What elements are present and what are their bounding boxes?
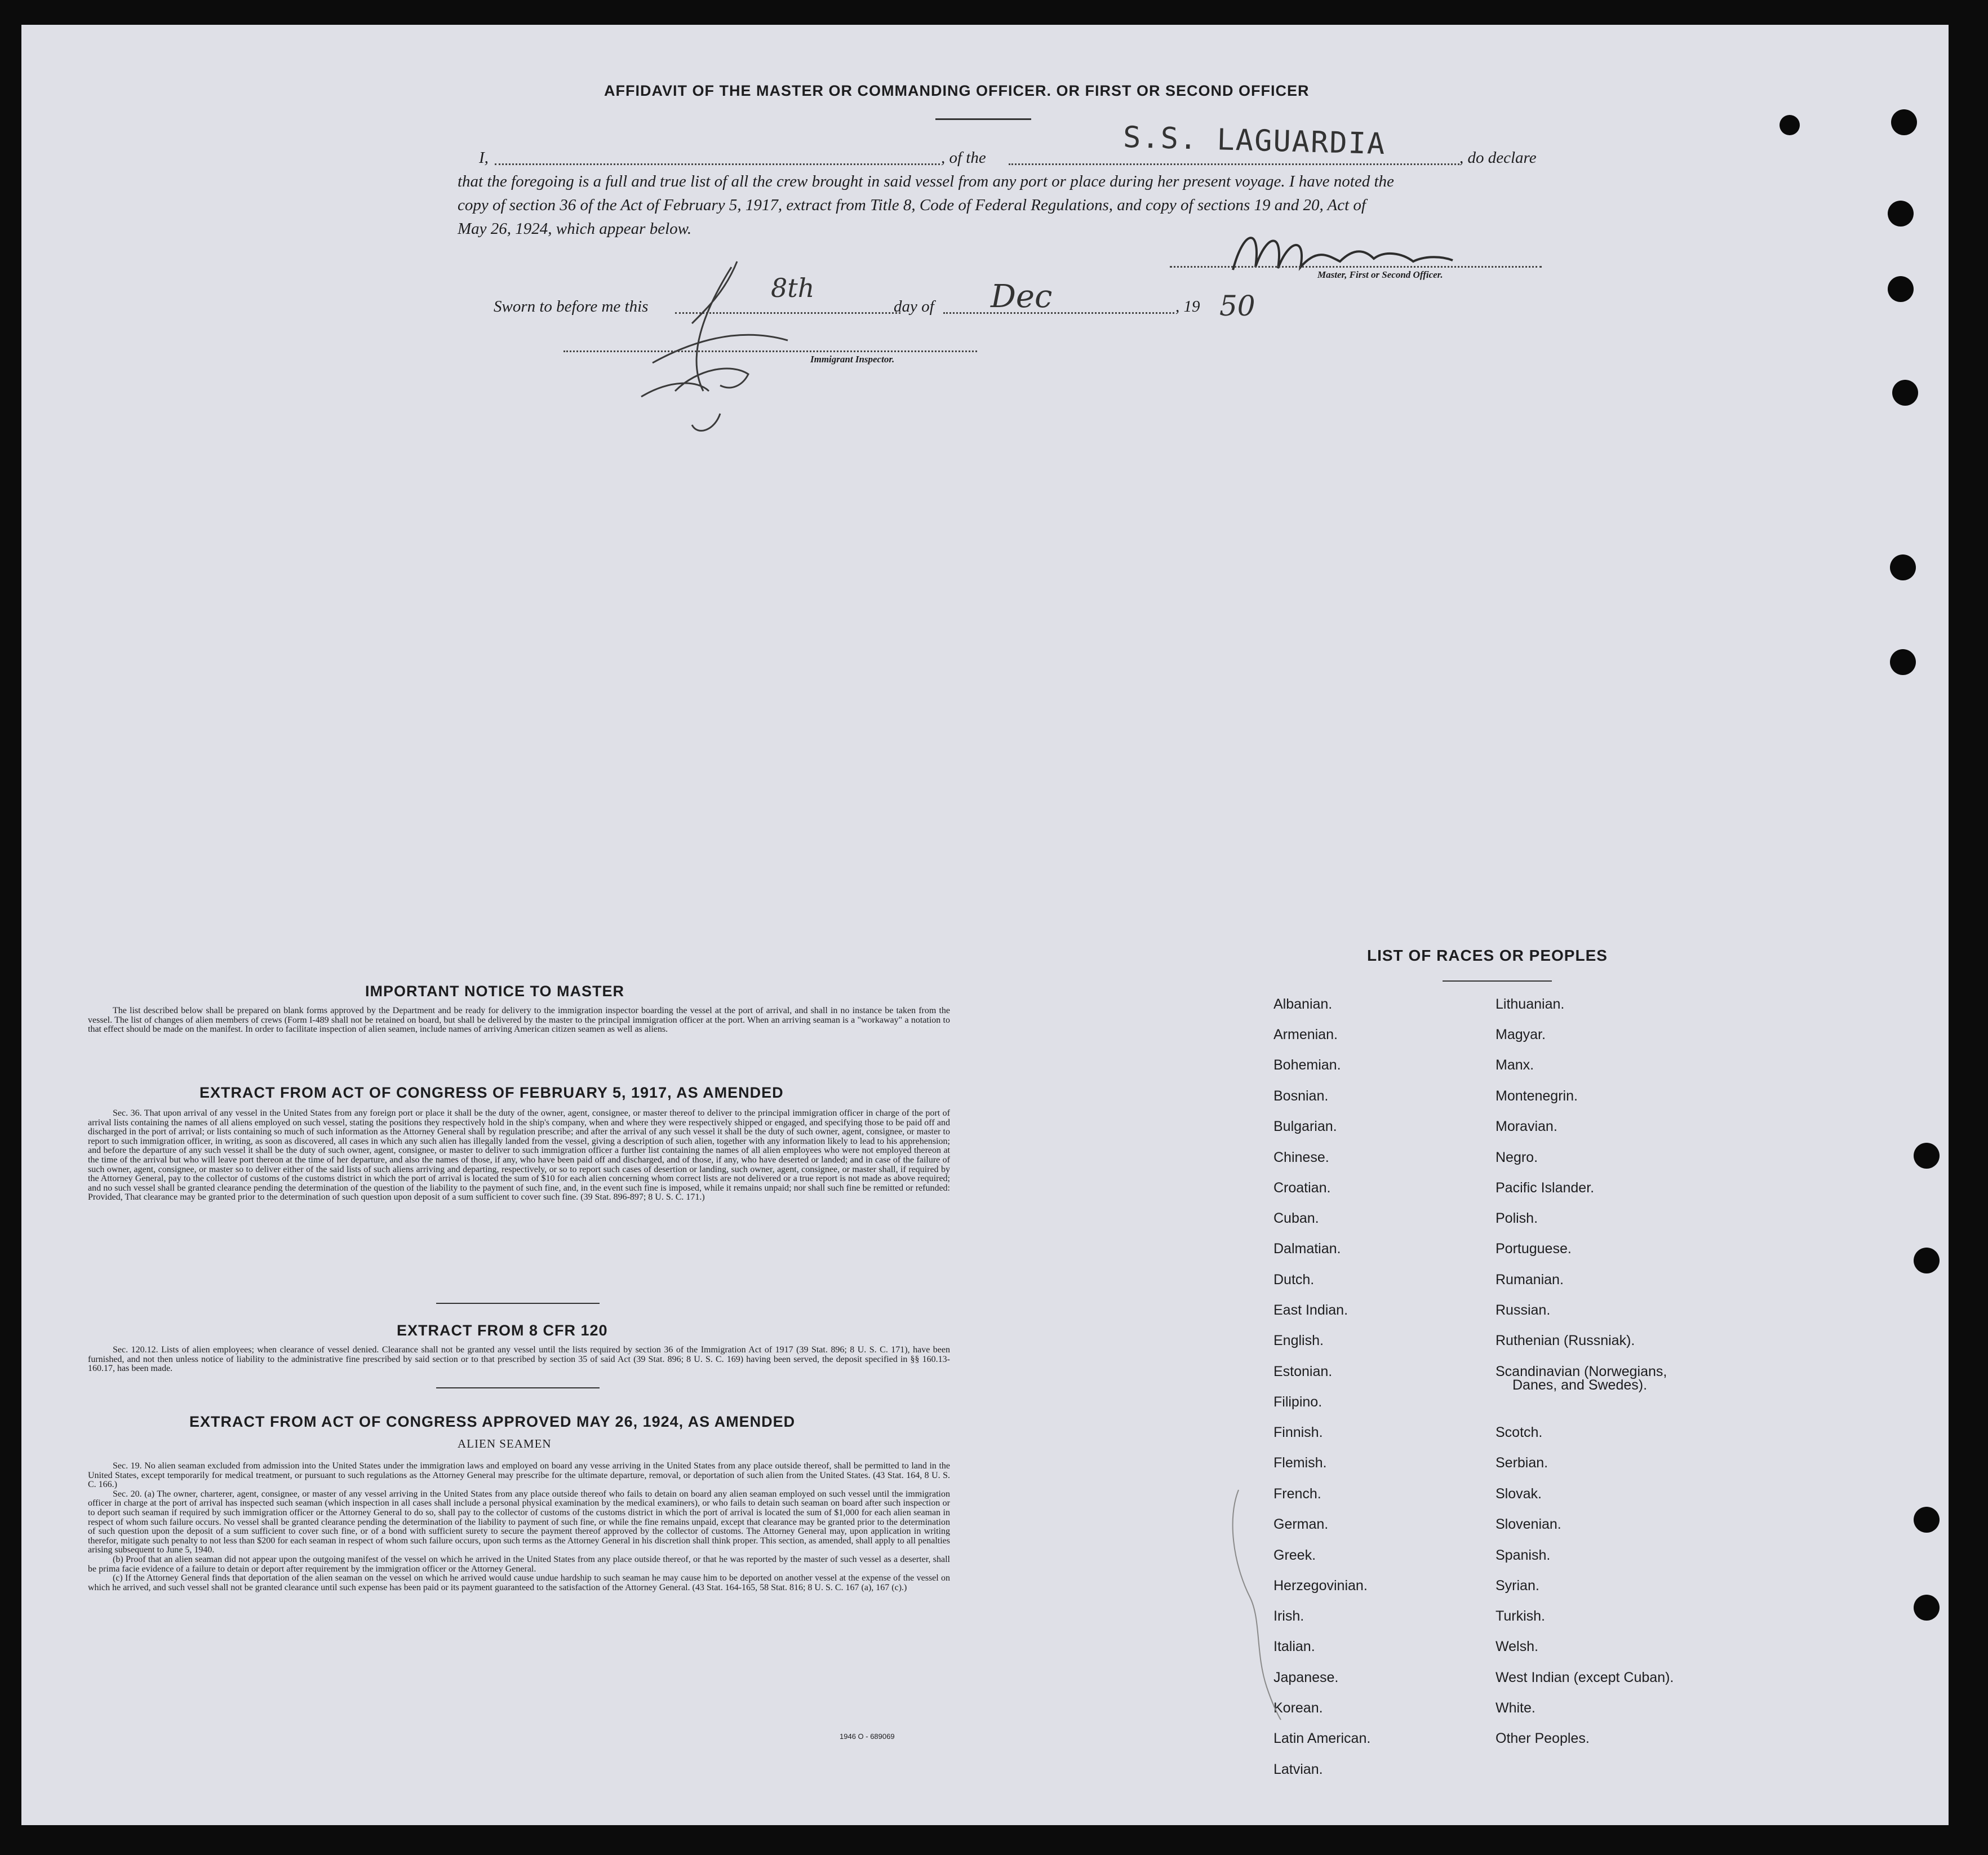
race-item: Bohemian.: [1273, 1057, 1341, 1073]
race-item: English.: [1273, 1333, 1324, 1348]
punch-hole: [1891, 109, 1917, 135]
race-item: Estonian.: [1273, 1364, 1333, 1379]
punch-hole: [1888, 276, 1914, 302]
extract-1924-title: EXTRACT FROM ACT OF CONGRESS APPROVED MAY 26, 1924, AS AMENDED: [189, 1413, 796, 1430]
race-item: Syrian.: [1496, 1578, 1539, 1594]
handwritten-day: 8th: [771, 273, 815, 303]
race-item: Irish.: [1273, 1608, 1304, 1624]
race-item: Pacific Islander.: [1496, 1180, 1595, 1196]
extract-1917-body: Sec. 36. That upon arrival of any vessel in the United States from any foreign port or place it shall be the duty of the owner, agent, consignee, or master thereof to deliver to the principal immigration officer in charge of the port of arrival lists containing the names of all aliens employed on such vessel, stating the positions they respectively hold in the ship's company, when and where they were respectively shipped or engaged, and specifying those to be paid off and discharged in the port of arrival; or lists containing so much of such information as the Attorney General shall by regulation prescribe; and after the arrival of any such vessel it shall be the duty of such owner, agent, consignee, or master to report to such immigration officer, in writing, as soon as discovered, all cases in which any such alien has illegally landed from the vessel, giving a description of such alien, together with any information likely to lead to his apprehension; and before the departure of any such vessel it shall be the duty of such owner, agent, consignee, or master to deliver to such immigration officer a further list containing the names of all alien employees who were not employed thereon at the time of the arrival but who will leave port thereon at the time of her departure, and also the names of those, if any, who have been paid off and discharged, and of those, if any, who have deserted or landed; and in case of the failure of such owner, agent, consignee, or master so to deliver either of the said lists of such aliens arriving and departing, respectively, or so to report such cases of desertion or landing, such owner, agent, consignee, or master shall, if required by the Attorney General, pay to the collector of customs of the customs district in which the port of arrival is located the sum of $10 for each alien concerning whom correct lists are not delivered or a true report is not made as above required; and no such vessel shall be granted clearance pending the determination of the question of the liability to the payment of such fine, and, in the event such fine is imposed, while it remains unpaid; nor shall such fine be remitted or refunded: Provided, That clearance may be granted prior to the determination of such question upon deposit of a sum sufficient to cover such fine. (39 Stat. 896-897; 8 U. S. C. 171.): [88, 1108, 950, 1202]
form-sheet: [21, 25, 1949, 1825]
race-item: Dalmatian.: [1273, 1241, 1341, 1257]
punch-hole: [1914, 1507, 1940, 1533]
affidavit-title: AFFIDAVIT OF THE MASTER OR COMMANDING OFFICER. OR FIRST OR SECOND OFFICER: [604, 82, 1310, 99]
race-item: Greek.: [1273, 1547, 1316, 1563]
race-item: Latin American.: [1273, 1730, 1371, 1746]
race-item: Lithuanian.: [1496, 996, 1565, 1012]
punch-hole: [1890, 649, 1916, 675]
race-item: Spanish.: [1496, 1547, 1551, 1563]
race-item: Slovak.: [1496, 1486, 1542, 1502]
section-19: Sec. 19. No alien seaman excluded from admission into the United States under the immigration laws and employed on board any vesse arriving in the United States from any place outside thereof, shall be permitted to land in the United States, except temporarily for medical treatment, or pursuant to such regulations as the Attorney General may prescribe for the ultimate departure, removal, or deportation of such alien from the United States. (43 Stat. 164, 8 U. S. C. 166.): [88, 1461, 950, 1490]
year-prefix: , 19: [1175, 298, 1200, 316]
punch-hole: [1888, 201, 1914, 227]
extract-1924-body: [88, 1462, 950, 1592]
race-item: Finnish.: [1273, 1424, 1323, 1440]
race-item: Armenian.: [1273, 1027, 1338, 1042]
race-item: Manx.: [1496, 1057, 1534, 1073]
vessel-name-stamp: S.S. LAGUARDIA: [1122, 120, 1387, 162]
race-item: White.: [1496, 1700, 1536, 1716]
section-20c: (c) If the Attorney General finds that deportation of the alien seaman on the vessel on which he arrived would cause undue hardship to such seaman he may cause him to be deported on another vessel at the expense of the vessel on which he arrived, and such vessel shall not be granted clearance until such expense has been paid or its payment guaranteed to the satisfaction of the Attorney General. (43 Stat. 164-165, 58 Stat. 816; 8 U. S. C. 167 (a), 167 (c).): [88, 1573, 950, 1592]
punch-hole: [1890, 554, 1916, 580]
handwritten-year: 50: [1219, 290, 1255, 322]
race-item: Negro.: [1496, 1150, 1538, 1165]
declare-suffix: , do declare: [1459, 149, 1537, 167]
race-item: Filipino.: [1273, 1394, 1323, 1410]
race-item: Bosnian.: [1273, 1088, 1329, 1104]
handwritten-month: Dec: [991, 278, 1053, 315]
inspector-caption: Immigrant Inspector.: [810, 354, 895, 365]
officer-signature-line: [1170, 266, 1542, 268]
section-20a: Sec. 20. (a) The owner, charterer, agent, consignee, or master of any vessel arriving in the United States from any place outside thereof who fails to detain on board any alien seaman employed on such vessel until the immigration officer in charge at the port of arrival has inspected such seaman (which inspection in all cases shall include a personal physical examination by the medical examiners), or who fails to detain such seaman on board after such inspection or to deport such seaman if required by such immigration officer or the Attorney General to do so, shall pay to the collector of customs of the customs district in which the port of arrival is located the sum of $1,000 for each alien seaman in respect of whom such failure occurs. No vessel shall be granted clearance pending the determination of the liability to payment of such fine, or while the fine remains unpaid, except that clearance may be granted prior to the determination of such question upon the deposit of a sum sufficient to cover such fine, or of a bond with sufficient surety to secure the payment thereof approved by the collector of customs. The Attorney General may, upon application in writing therefor, mitigate such penalty to not less than $200 for each seaman in respect of whom such failure occurs, upon such terms as the Attorney General in his discretion shall think proper. This section, as amended, shall apply to all penalties arising subsequent to June 5, 1940.: [88, 1489, 950, 1555]
race-item: Rumanian.: [1496, 1272, 1564, 1288]
sworn-prefix: Sworn to before me this: [494, 298, 649, 316]
race-item: French.: [1273, 1486, 1321, 1502]
punch-hole: [1892, 380, 1918, 406]
race-item: Italian.: [1273, 1639, 1315, 1654]
day-of-label: day of: [894, 298, 934, 316]
punch-hole: [1914, 1595, 1940, 1621]
race-item: Polish.: [1496, 1210, 1538, 1226]
race-item: Croatian.: [1273, 1180, 1331, 1196]
inspector-signature: [619, 245, 855, 447]
race-item: Latvian.: [1273, 1761, 1323, 1777]
race-item: Slovenian.: [1496, 1516, 1561, 1532]
vessel-blank: [1009, 163, 1459, 165]
race-item: Japanese.: [1273, 1670, 1339, 1685]
pen-mark: [1222, 1484, 1289, 1721]
cfr-rule: [436, 1303, 600, 1304]
race-item: Dutch.: [1273, 1272, 1315, 1288]
race-item: Flemish.: [1273, 1455, 1327, 1471]
race-item: Moravian.: [1496, 1119, 1557, 1134]
of-the-label: , of the: [941, 149, 986, 167]
alien-seamen-subtitle: ALIEN SEAMEN: [458, 1437, 552, 1450]
race-item: Russian.: [1496, 1302, 1551, 1318]
notice-title: IMPORTANT NOTICE TO MASTER: [365, 983, 624, 1000]
race-item: Welsh.: [1496, 1639, 1538, 1654]
races-title: LIST OF RACES OR PEOPLES: [1367, 947, 1608, 964]
extract-1917-title: EXTRACT FROM ACT OF CONGRESS OF FEBRUARY 5, 1917, AS AMENDED: [199, 1084, 784, 1101]
declaration-line-4: May 26, 1924, which appear below.: [458, 220, 692, 238]
race-item: Other Peoples.: [1496, 1730, 1590, 1746]
notice-body: The list described below shall be prepared on blank forms approved by the Department and be ready for delivery to the immigration inspector boarding the vessel at the port of arrival, and shall in no instance be taken from the vessel. The list of changes of alien members of crews (Form I-489 shall not be retained on board, but shall be delivered by the master to the principal immigration officer at the port. When an arriving seaman is a "workaway" a notation to that effect should be made on the manifest. In order to facilitate inspection of alien seamen, include names of arriving American citizen seamen as well as aliens.: [88, 1006, 950, 1035]
race-item: Scandinavian (Norwegians,: [1496, 1364, 1667, 1379]
race-item: Turkish.: [1496, 1608, 1545, 1624]
race-item: Cuban.: [1273, 1210, 1319, 1226]
declaration-line-2: that the foregoing is a full and true list of all the crew brought in said vessel from any port or place during her present voyage. I have noted the: [458, 172, 1394, 190]
section-20b: (b) Proof that an alien seaman did not appear upon the outgoing manifest of the vessel on which he arrived in the United States from any place outside thereof, or that he was reported by the master of such vessel as a deserter, shall be prima facie evidence of a failure to detain or deport after requirement by the immigration officer or the Attorney General.: [88, 1554, 950, 1574]
race-item: German.: [1273, 1516, 1329, 1532]
race-item: Montenegrin.: [1496, 1088, 1578, 1104]
race-item: Ruthenian (Russniak).: [1496, 1333, 1635, 1348]
inspector-signature-line: [563, 350, 977, 352]
race-item: Portuguese.: [1496, 1241, 1572, 1257]
race-item: West Indian (except Cuban).: [1496, 1670, 1674, 1685]
punch-hole: [1914, 1248, 1940, 1273]
extract-cfr-title: EXTRACT FROM 8 CFR 120: [397, 1322, 608, 1339]
race-item: Serbian.: [1496, 1455, 1548, 1471]
race-item: Albanian.: [1273, 996, 1333, 1012]
race-item: Bulgarian.: [1273, 1119, 1337, 1134]
declaration-line-3: copy of section 36 of the Act of February 5, 1917, extract from Title 8, Code of Federal Regulations, and copy of sections 19 and 20, Act of: [458, 196, 1366, 214]
races-rule: [1443, 980, 1552, 982]
race-item: East Indian.: [1273, 1302, 1348, 1318]
punch-hole: [1914, 1143, 1940, 1169]
officer-caption: Master, First or Second Officer.: [1317, 269, 1443, 280]
extract-cfr-body: Sec. 120.12. Lists of alien employees; when clearance of vessel denied. Clearance shall not be granted any vessel until the lists required by section 36 of the Immigration Act of 1917 (39 Stat. 896; 8 U. S. C. 171), have been furnished, and not then unless notice of liability to the administrative fine prescribed by said section or to that prescribed by section 35 of said Act (39 Stat. 896; 8 U. S. C. 169) having been served, the deposit specified in §§ 160.13-160.17, has been made.: [88, 1345, 950, 1374]
race-item: Chinese.: [1273, 1150, 1329, 1165]
act-1924-rule: [436, 1387, 600, 1388]
punch-hole: [1780, 115, 1800, 135]
declarant-name-blank: [495, 163, 940, 165]
race-item: Magyar.: [1496, 1027, 1546, 1042]
sworn-month-blank: [943, 312, 1174, 314]
race-item: Herzegovinian.: [1273, 1578, 1368, 1594]
race-item: Danes, and Swedes).: [1512, 1377, 1648, 1393]
declarant-prefix: I,: [479, 149, 489, 167]
print-code: 1946 O - 689069: [840, 1732, 895, 1741]
race-item: Korean.: [1273, 1700, 1323, 1716]
title-rule: [935, 118, 1031, 120]
race-item: Scotch.: [1496, 1424, 1543, 1440]
